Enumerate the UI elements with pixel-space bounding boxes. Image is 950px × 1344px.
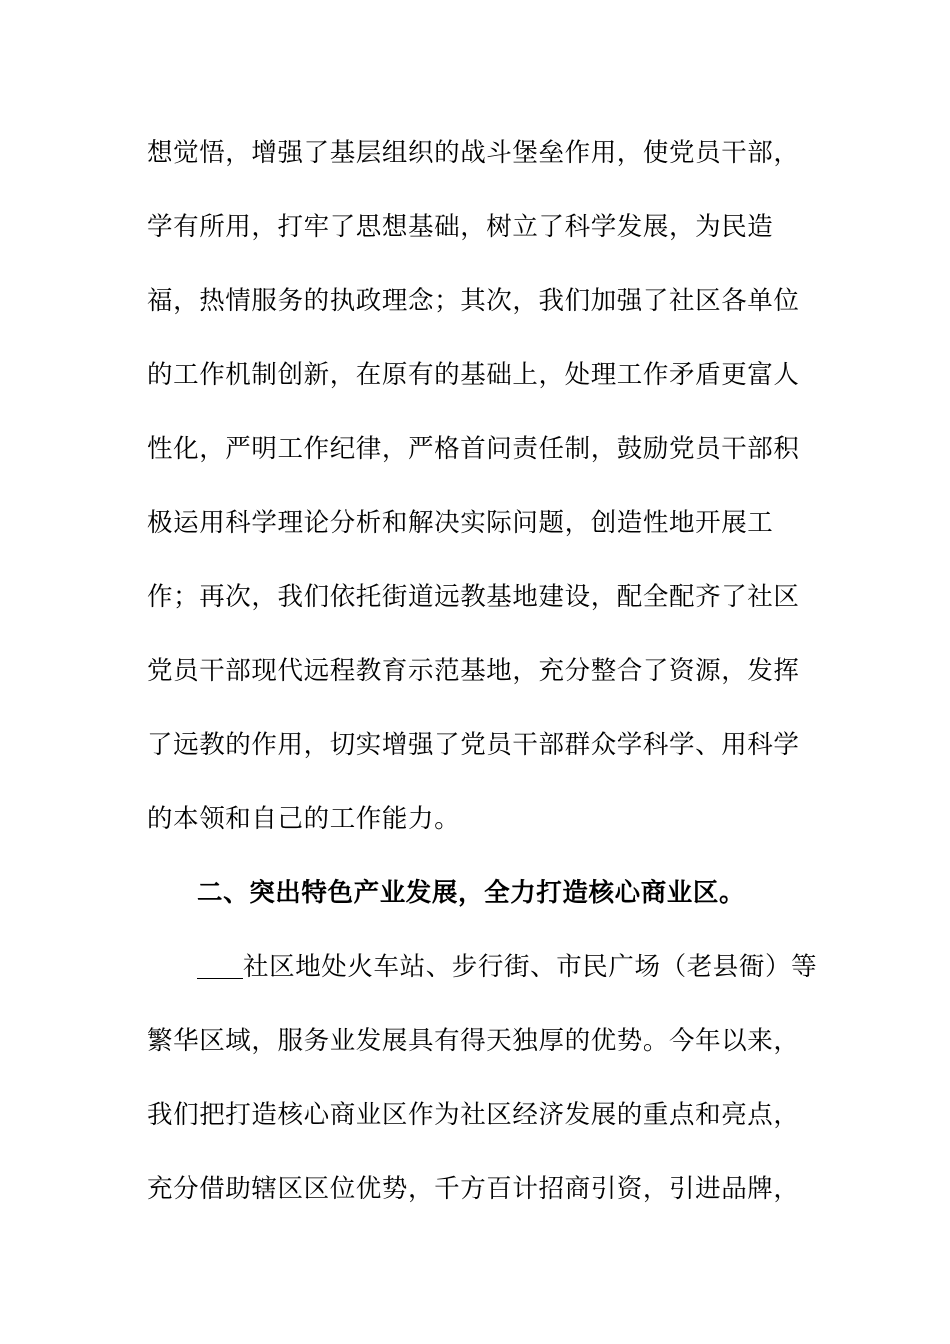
section-heading: 二、突出特色产业发展，全力打造核心商业区。 bbox=[197, 878, 746, 908]
paragraph-line: 的工作机制创新，在原有的基础上，处理工作矛盾更富人 bbox=[147, 360, 800, 390]
paragraph-line: 性化，严明工作纪律，严格首问责任制，鼓励党员干部积 bbox=[147, 434, 800, 464]
paragraph-first-line bbox=[197, 947, 857, 987]
paragraph-first-line-text: 社区地处火车站、步行街、市民广场（老县衙）等 bbox=[243, 952, 818, 982]
paragraph-line: 充分借助辖区区位优势，千方百计招商引资，引进品牌， bbox=[147, 1174, 800, 1204]
paragraph-line: 极运用科学理论分析和解决实际问题，创造性地开展工 bbox=[147, 508, 774, 538]
paragraph-line: 学有所用，打牢了思想基础，树立了科学发展，为民造 bbox=[147, 212, 774, 242]
paragraph-line: 的本领和自己的工作能力。 bbox=[147, 804, 461, 834]
blank-underline bbox=[197, 950, 243, 979]
paragraph-line: 我们把打造核心商业区作为社区经济发展的重点和亮点， bbox=[147, 1100, 800, 1130]
paragraph-line: 想觉悟，增强了基层组织的战斗堡垒作用，使党员干部， bbox=[147, 138, 800, 168]
paragraph-line: 党员干部现代远程教育示范基地，充分整合了资源，发挥 bbox=[147, 656, 800, 686]
paragraph-line: 福，热情服务的执政理念；其次，我们加强了社区各单位 bbox=[147, 286, 800, 316]
paragraph-line: 繁华区域，服务业发展具有得天独厚的优势。今年以来， bbox=[147, 1026, 800, 1056]
paragraph-line: 了远教的作用，切实增强了党员干部群众学科学、用科学 bbox=[147, 730, 800, 760]
paragraph-line: 作；再次，我们依托街道远教基地建设，配全配齐了社区 bbox=[147, 582, 800, 612]
